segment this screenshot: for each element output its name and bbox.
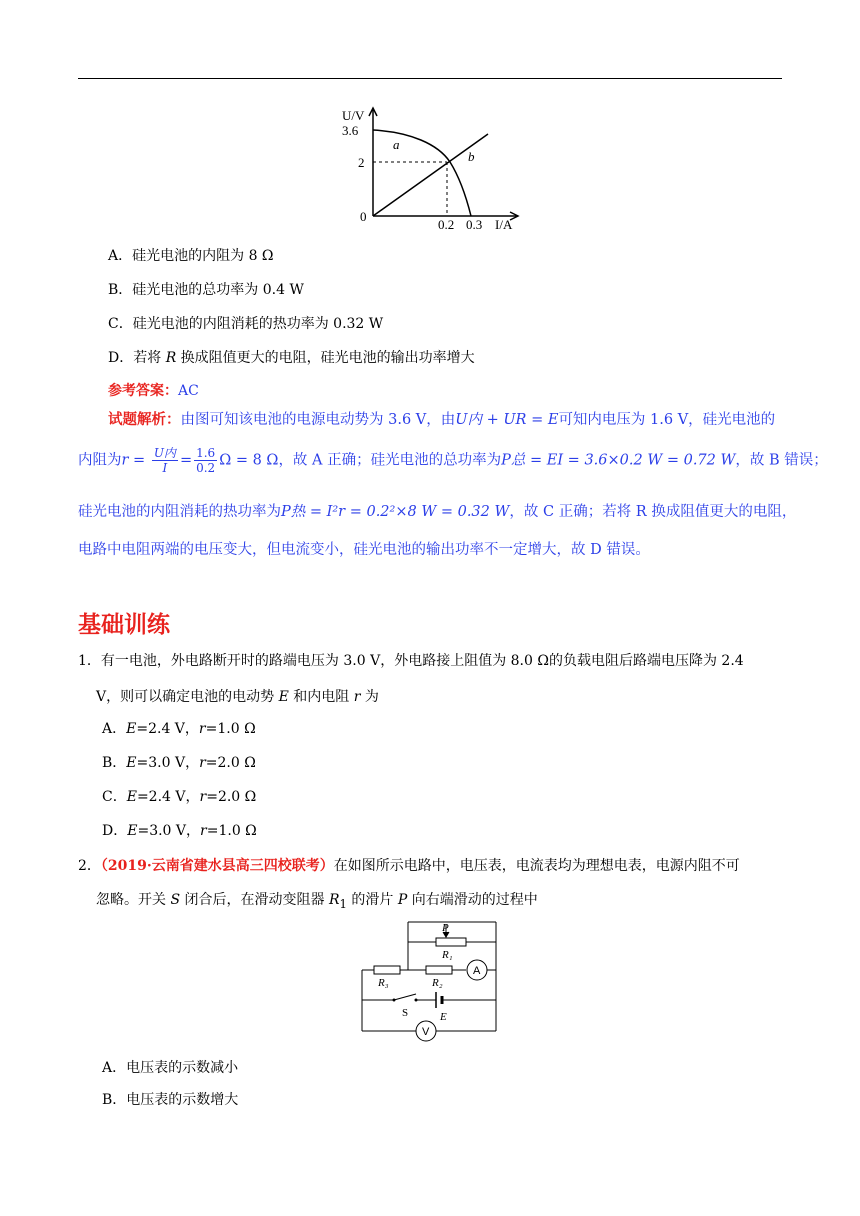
q0-option-c: C．硅光电池的内阻消耗的热功率为 0.32 W (108, 316, 384, 332)
label-s: S (402, 1007, 409, 1019)
q0-option-d: D．若将 R 换成阻值更大的电阻，硅光电池的输出功率增大 (108, 350, 475, 366)
ui-graph (330, 104, 530, 234)
answer-value: AC (178, 383, 199, 399)
q2-stem-line-1: 2．（2019·云南省建水县高三四校联考）在如图所示电路中，电压表，电流表均为理想电表，电源内阻不可 (78, 858, 740, 874)
label-r3: R₃ (378, 977, 389, 989)
analysis-line-2: 内阻为r = $\frac{\text{U内}}{I}$ = $\frac{1.6}{0.2}$ Ω = 8 Ω，故 A 正确；硅光电池的总功率为P总 = EI = 3.6×0.2 W = 0.72 W，故 B 错误； (78, 446, 828, 475)
fraction-u-over-i: $\frac{\text{U内}}{I}$ (153, 446, 176, 475)
resistor-r3 (374, 966, 400, 974)
curve-a-label: a (393, 137, 400, 152)
label-v: V (422, 1026, 430, 1038)
analysis-line-1: 试题解析：由图可知该电池的电源电动势为 3.6 V，由U内 + UR = E可知内电压为 1.6 V，硅光电池的 (108, 411, 776, 428)
label-p: P (442, 922, 449, 934)
circuit-diagram (356, 914, 504, 1048)
answer-label: 参考答案： (108, 383, 178, 399)
q1-option-a: A．E=2.4 V，r=1.0 Ω (102, 721, 256, 737)
label-r1: R₁ (442, 949, 453, 961)
q1-option-c: C．E=2.4 V，r=2.0 Ω (102, 789, 257, 805)
q2-option-b: B．电压表的示数增大 (102, 1092, 239, 1108)
q2-stem-line-2: 忽略。开关 S 闭合后，在滑动变阻器 $R_1$ 的滑片 P 向右端滑动的过程中 (96, 892, 538, 911)
q1-stem-line-2: V，则可以确定电池的电动势 E 和内电阻 r 为 (96, 689, 379, 705)
x-tick-2: 0.3 (466, 217, 483, 232)
q0-option-a: A．硅光电池的内阻为 8 Ω (108, 248, 274, 264)
x-tick-1: 0.2 (438, 217, 455, 232)
answer-row (108, 381, 199, 401)
analysis-line-3: 硅光电池的内阻消耗的热功率为P热 = I²r = 0.2²×8 W = 0.32 W，故 C 正确；若将 R 换成阻值更大的电阻， (78, 504, 797, 520)
y-axis-label: U/V (342, 108, 365, 123)
label-e: E (440, 1011, 447, 1023)
line-b (373, 134, 488, 216)
header-rule (78, 78, 782, 79)
label-a: A (473, 965, 481, 977)
x-axis-label: I/A (495, 217, 513, 232)
q2-option-a: A．电压表的示数减小 (102, 1060, 239, 1076)
q1-option-d: D．E=3.0 V，r=1.0 Ω (102, 823, 257, 839)
line-b-label: b (468, 149, 475, 164)
y-tick-max: 3.6 (342, 123, 359, 138)
analysis-line-4: 电路中电阻两端的电压变大，但电流变小，硅光电池的输出功率不一定增大，故 D 错误。 (78, 542, 650, 558)
q1-stem-line-1: 1．有一电池，外电路断开时的路端电压为 3.0 V，外电路接上阻值为 8.0 Ω的负载电阻后路端电压降为 2.4 (78, 653, 744, 669)
q1-option-b: B．E=3.0 V，r=2.0 Ω (102, 755, 256, 771)
q0-option-b: B．硅光电池的总功率为 0.4 W (108, 282, 304, 298)
fraction-values: $\frac{1.6}{0.2}$ (196, 446, 216, 475)
q2-source: （2019·云南省建水县高三四校联考） (100, 858, 334, 874)
resistor-r2 (426, 966, 452, 974)
section-title: 基础训练 (78, 611, 170, 638)
origin-label: 0 (360, 209, 367, 224)
y-tick-mid: 2 (358, 155, 365, 170)
switch-s (394, 994, 416, 1000)
resistor-r1 (436, 938, 466, 946)
curve-a (373, 130, 471, 216)
label-r2: R₂ (432, 977, 443, 989)
